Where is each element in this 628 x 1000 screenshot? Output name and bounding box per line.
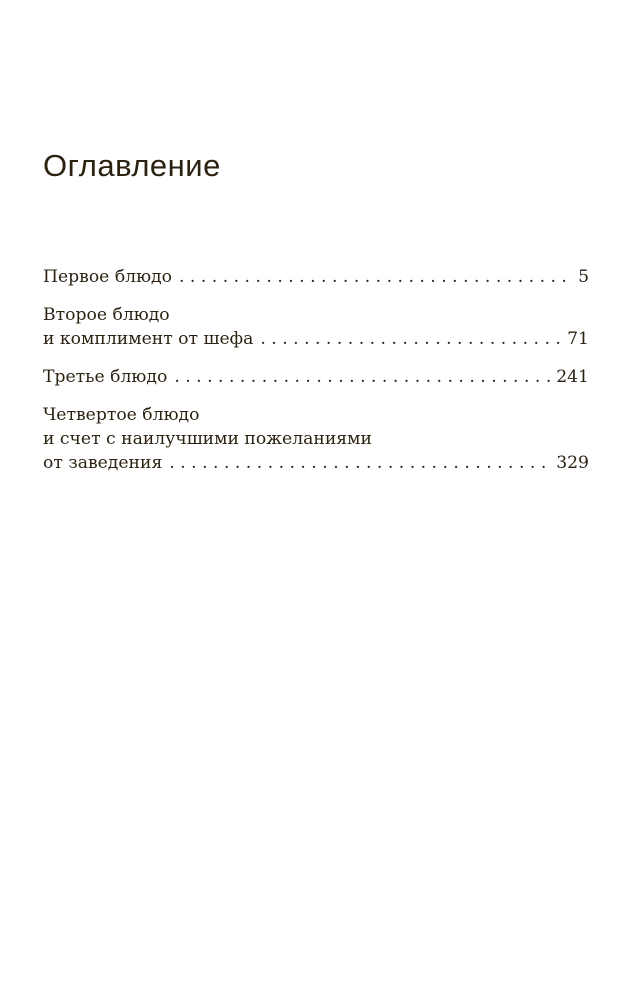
toc-entry-title: Третье блюдо <box>43 367 168 387</box>
toc-entry-title: Четвертое блюдо <box>43 405 200 425</box>
toc-entry <box>43 365 589 389</box>
toc-entry <box>43 265 589 289</box>
toc-entry <box>43 303 589 351</box>
toc-entry-row <box>43 365 589 389</box>
toc-entry-title: от заведения <box>43 453 163 473</box>
dot-leader <box>260 327 561 351</box>
toc-entry-title: и комплимент от шефа <box>43 329 254 349</box>
toc-page-number: 5 <box>578 267 589 287</box>
toc-entry-row <box>43 327 589 351</box>
dot-leader <box>174 365 550 389</box>
toc-entry-title: Второе блюдо <box>43 305 170 325</box>
toc-entry-row <box>43 265 589 289</box>
toc-page-number: 241 <box>556 367 589 387</box>
toc-entry <box>43 403 589 475</box>
toc-title: Оглавление <box>43 148 221 183</box>
toc-page-number: 71 <box>567 329 589 349</box>
toc-entry-title: Первое блюдо <box>43 267 172 287</box>
toc-page-number: 329 <box>556 453 589 473</box>
dot-leader <box>169 451 550 475</box>
toc-entry-title: и счет с наилучшими пожеланиями <box>43 429 372 449</box>
dot-leader <box>179 265 572 289</box>
toc-list <box>43 265 589 489</box>
toc-entry-row <box>43 451 589 475</box>
